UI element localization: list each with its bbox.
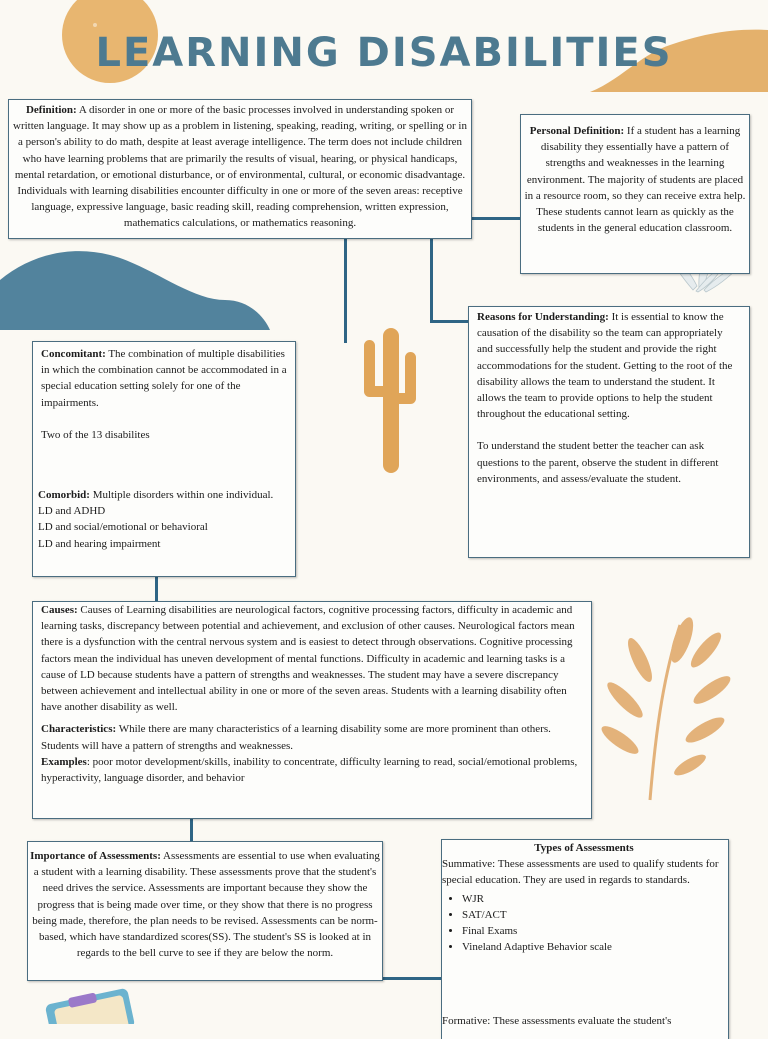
concomitant-label: Concomitant: [41, 348, 106, 360]
connector-line [430, 320, 470, 323]
concomitant-box [32, 341, 296, 577]
definition-label: Definition: [25, 104, 77, 116]
list-item: • Vineland Adaptive Behavior scale [462, 939, 726, 955]
list-item: • WJR [462, 891, 726, 907]
reasons-text-2: To understand the student better the teacher can ask questions to the parent, observe the student in different environments, and assess/evaluate the student. [477, 440, 719, 485]
characteristics-label: Characteristics: [41, 723, 117, 736]
connector-line [155, 575, 158, 603]
comorbid-item: LD and hearing impairment [38, 537, 161, 550]
connector-line [344, 238, 347, 343]
personal-definition-text: If a student has a learning disability they essentially have a pattern of strengths and weaknesses in the learning environment. The majority of students are placed in a resource room, so they can receive extra help. These students cannot learn as quickly as the students in the general education classroom. [524, 125, 746, 235]
clipboard-icon [45, 988, 135, 1024]
causes-text: Causes of Learning disabilities are neurological factors, cognitive processing factors, difficulty in academic and learning tasks, discrepancy between potential and achievement, and exclusion of other causes. Neurological factors mean there is a dysfunction with the central nervous system and is easiest to detect through observations. Cognitive processing factors mean the individual has uneven development of mental functions. Difficulty in academic and learning tasks is a cause of LD because students have a pattern of strengths and weaknesses. The student may have a severe discrepancy between achievement and intellectual ability in one or more of the seven areas. Students with a learning disability often have another disability as well. [41, 604, 575, 714]
importance-label: Importance of Assessments: [30, 850, 161, 862]
examples-text: : poor motor development/skills, inability to concentrate, difficulty learning to read, social/emotional problems, hyperactivity, language disorder, and behavior [41, 755, 578, 785]
comorbid-text: Multiple disorders within one individual. [89, 489, 274, 502]
blue-hill-shape [0, 251, 270, 330]
assessment-list [442, 891, 726, 956]
reasons-text: It is essential to know the causation of the disability so the team can appropriately and successfully help the student and provide the right accommodations for the student. Getting to the root of the disability allows the team to understand the student. It allows the team to provide options to help the student throughout the educational setting. [477, 311, 733, 421]
importance-box [27, 841, 383, 981]
comorbid-item: LD and social/emotional or behavioral [38, 521, 208, 534]
page-title: LEARNING DISABILITIES [95, 30, 673, 76]
causes-label: Causes: [41, 604, 78, 616]
characteristics-text: While there are many characteristics of a learning disability some are more prominent than others. Students will have a pattern of strengths and weaknesses. [41, 723, 551, 752]
types-title: Types of Assessments [534, 842, 634, 854]
comorbid-label: Comorbid: [38, 489, 90, 502]
list-item: • Final Exams [462, 923, 726, 939]
formative-text: Formative: These assessments evaluate the student's [442, 1015, 672, 1028]
connector-line [380, 977, 442, 980]
reasons-box [468, 306, 750, 558]
connector-line [430, 238, 433, 323]
concomitant-text: The combination of multiple disabilities in which the combination cannot be accommodated in a special education setting solely for one of the impairments. [41, 348, 287, 409]
concomitant-note: Two of the 13 disabilites [41, 428, 150, 441]
importance-text: Assessments are essential to use when evaluating a student with a learning disability. These assessments prove that the student's need drives the service. Assessments are important because they show the progress that is being made over time, or they show that there is no progress being made, therefore, the plan needs to be revised. Assessments can be norm-based, which have standardized scores(SS). The student's SS is looked at in regards to the bell curve to see if they are below the norm. [32, 850, 380, 960]
connector-line [470, 217, 522, 220]
reasons-label: Reasons for Understanding: [477, 311, 609, 323]
list-item: • SAT/ACT [462, 907, 726, 923]
cactus-shape [364, 328, 416, 473]
types-box [441, 839, 729, 1039]
causes-box [32, 601, 592, 819]
comorbid-item: LD and ADHD [38, 505, 106, 518]
leaf-branch-shape [598, 615, 734, 800]
examples-label: Examples [41, 755, 87, 768]
definition-text: A disorder in one or more of the basic processes involved in understanding spoken or written language. It may show up as a problem in listening, speaking, reading, writing, or spelling or in a person's ability to do math, despite at least average intelligence. The term does not include children who have learning problems that are primarily the results of visual, hearing, or physical handicaps, mental retardation, or emotional disturbance, or of environmental, cultural, or economic disadvantage. Individuals with learning disabilities encounter difficulty in one or more of the seven areas: receptive language, expressive language, basic reading skill, reading comprehension, written expression, mathematics calculations, or mathematics reasoning. [13, 104, 467, 230]
connector-line [190, 818, 193, 842]
summative-text: Summative: These assessments are used to qualify students for special education. They are used in regards to standards. [442, 858, 719, 887]
definition-box [8, 99, 472, 239]
personal-definition-label: Personal Definition: [529, 125, 625, 137]
personal-definition-box [520, 114, 750, 274]
